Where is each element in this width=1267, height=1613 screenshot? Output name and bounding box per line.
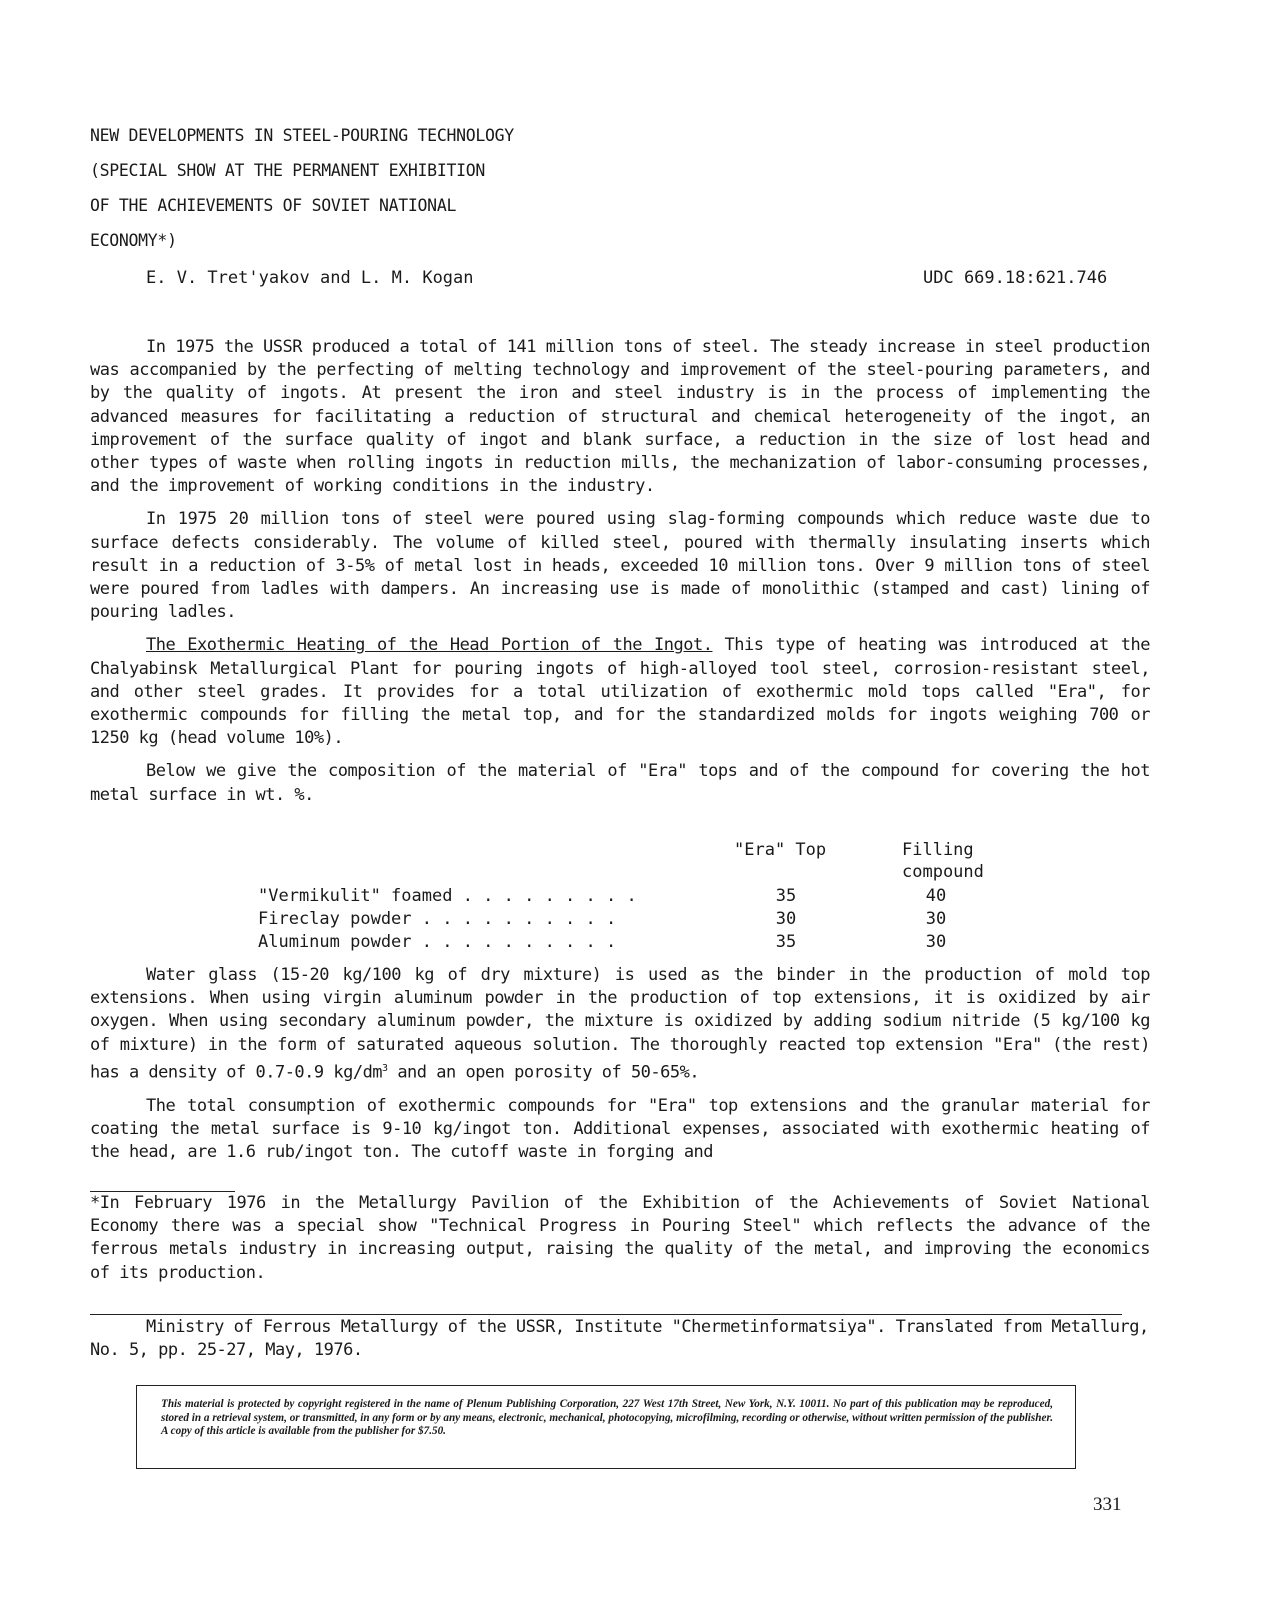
row-fill-value: 40: [925, 886, 947, 906]
row-label: Fireclay powder . . . . . . . . . .: [258, 909, 617, 929]
paragraph-2: In 1975 20 million tons of steel were poured using slag-forming compounds which reduce waste due to surface defects considerably. The volume of killed steel, poured with thermally insulating inserts which result in a reduction of 3-5% of metal lost in heads, exceeded 10 million tons. Over 9 million tons of steel were poured from ladles with dampers. An increasing use is made of monolithic (stamped and cast) lining of pouring ladles.: [90, 509, 1150, 623]
title-line-4: ECONOMY*): [90, 231, 177, 250]
paragraph-6: The total consumption of exothermic compounds for "Era" top extensions and the granular material for coating the metal surface is 9-10 kg/ingot ton. Additional expenses, associated with exothermic heating of the head, are 1.6 rub/ingot ton. The cutoff waste in forging and: [90, 1095, 1150, 1163]
row-era-value: 35: [775, 886, 797, 906]
title-line-3: OF THE ACHIEVEMENTS OF SOVIET NATIONAL: [90, 196, 457, 215]
paragraph-5-end: and an open porosity of 50-65%.: [387, 1062, 700, 1083]
paragraph-5: [90, 964, 1150, 1085]
source-divider: [90, 1314, 1122, 1315]
paragraph-4: Below we give the composition of the material of "Era" tops and of the compound for covering the hot metal surface in wt. %.: [90, 761, 1150, 805]
copyright-notice: This material is protected by copyright registered in the name of Plenum Publishing Corporation, 227 West 17th Street, New York, N.Y. 10011. No part of this publication may be reproduced, stored in a retrieval system, or transmitted, in any form or by any means, electronic, mechanical, photocopying, microfilming, recording or otherwise, without written permission of the publisher. A copy of this article is available from the publisher for $7.50.: [161, 1398, 1053, 1437]
article-title: [90, 118, 514, 258]
row-label: Aluminum powder . . . . . . . . . .: [258, 932, 617, 952]
superscript: 3: [382, 1062, 388, 1074]
row-fill-value: 30: [925, 932, 947, 952]
page-number: 331: [1093, 1494, 1122, 1515]
copyright-box: [136, 1385, 1076, 1469]
paragraph-3-text: This type of heating was introduced at the Chalyabinsk Metallurgical Plant for pouring ingots of high-alloyed tool steel, corrosion-resistant steel, and other steel grades. It provides for a total utilization of exothermic mold tops called "Era", for exothermic compounds for filling the metal top, and for the standardized molds for ingots weighing 700 or 1250 kg (head volume 10%).: [90, 635, 1150, 749]
col-header-filling-1: Filling: [902, 840, 974, 860]
paragraph-1: In 1975 the USSR produced a total of 141 million tons of steel. The steady increase in steel production was accompanied by the perfecting of melting technology and improvement of the steel-pouring parameters, and by the quality of ingots. At present the iron and steel industry is in the process of implementing the advanced measures for facilitating a reduction of structural and chemical heterogeneity of the ingot, an improvement of the surface quality of ingot and blank surface, a reduction in the size of lost head and other types of waste when rolling ingots in reduction mills, the mechanization of labor-consuming processes, and the improvement of working conditions in the industry.: [90, 337, 1150, 497]
col-header-filling-2: compound: [902, 862, 984, 882]
row-label: "Vermikulit" foamed . . . . . . . . .: [258, 886, 637, 906]
udc-code: UDC 669.18:621.746: [923, 268, 1108, 288]
row-era-value: 35: [775, 932, 797, 952]
paragraph-3: [90, 634, 1150, 750]
body-block-1: [90, 336, 1150, 807]
body-block-2: [90, 964, 1150, 1164]
col-header-filling: [902, 839, 984, 883]
source-note: [90, 1316, 1150, 1362]
row-era-value: 30: [775, 909, 797, 929]
title-line-1: NEW DEVELOPMENTS IN STEEL-POURING TECHNOLOGY: [90, 126, 514, 145]
section-heading: The Exothermic Heating of the Head Portion of the Ingot.: [146, 635, 713, 656]
title-line-2: (SPECIAL SHOW AT THE PERMANENT EXHIBITION: [90, 161, 485, 180]
row-fill-value: 30: [925, 909, 947, 929]
authors: E. V. Tret'yakov and L. M. Kogan: [146, 268, 474, 288]
source-text: Ministry of Ferrous Metallurgy of the USSR, Institute "Chermetinformatsiya". Translated from Metallurg, No. 5, pp. 25-27, May, 1976.: [90, 1317, 1149, 1361]
col-header-era: "Era" Top: [734, 840, 827, 860]
paragraph-5-text: Water glass (15-20 kg/100 kg of dry mixture) is used as the binder in the production of mold top extensions. When using virgin aluminum powder in the production of top extensions, it is oxidized by air oxygen. When using secondary aluminum powder, the mixture is oxidized by adding sodium nitride (5 kg/100 kg of mixture) in the form of saturated aqueous solution. The thoroughly reacted top extension "Era" (the rest) has a density of 0.7-0.9 kg/dm: [90, 965, 1150, 1083]
footnote: *In February 1976 in the Metallurgy Pavilion of the Exhibition of the Achievements of Soviet National Economy there was a special show "Technical Progress in Pouring Steel" which reflects the advance of the ferrous metals industry in increasing output, raising the quality of the metal, and improving the economics of its production.: [90, 1193, 1150, 1283]
